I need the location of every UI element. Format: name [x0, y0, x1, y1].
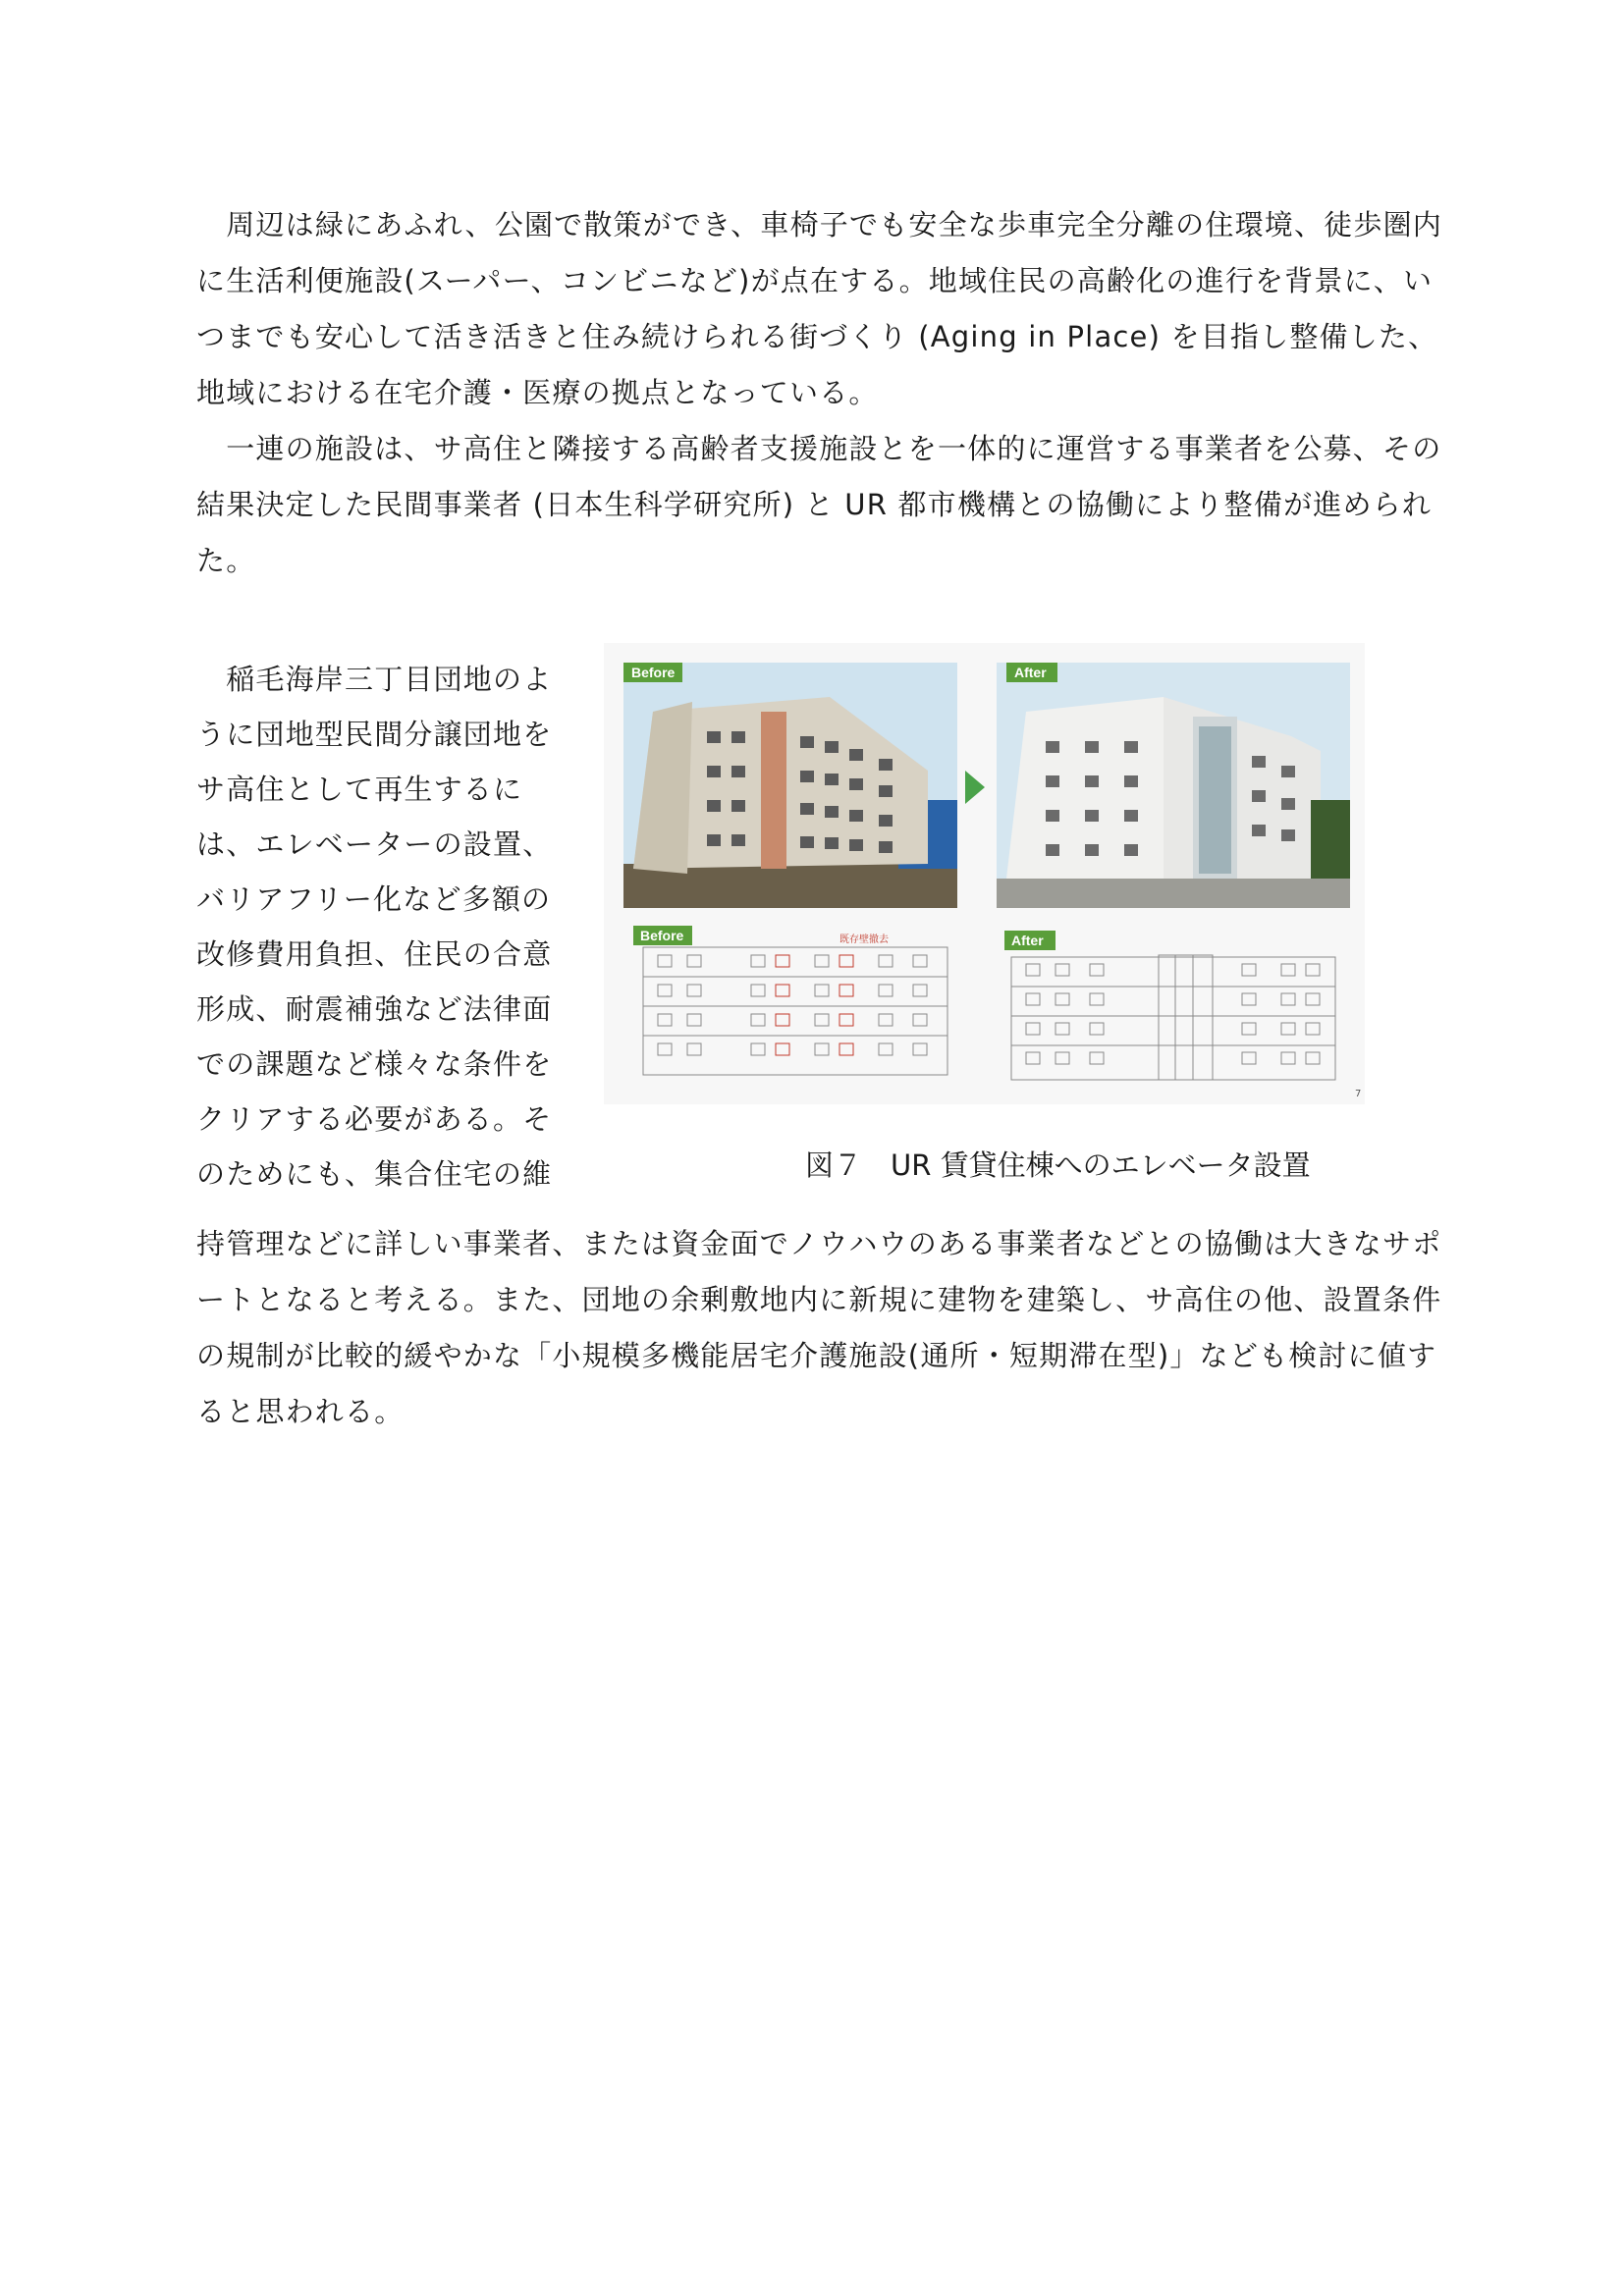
para3-line-6: 改修費用負担、住民の合意 — [196, 937, 553, 971]
para3-line-14: ると思われる。 — [196, 1395, 405, 1428]
para2-line-3: た。 — [196, 544, 256, 577]
para1-line-1: 周辺は緑にあふれ、公園で散策ができ、車椅子でも安全な歩車完全分離の住環境、徒歩圏内 — [196, 208, 1442, 241]
para3-line-9: クリアする必要がある。そ — [196, 1102, 553, 1136]
para3-line-1: 稲毛海岸三丁目団地のよ — [196, 663, 553, 696]
para2-line-2: 結果決定した民間事業者 (日本生科学研究所) と UR 都市機構との協働により整備が進められ — [196, 488, 1433, 521]
para3-line-13: の規制が比較的緩やかな「小規模多機能居宅介護施設(通所・短期滞在型)」なども検討に値す — [196, 1339, 1437, 1372]
para3-line-3: サ高住として再生するに — [196, 773, 523, 806]
para1-line-2: に生活利便施設(スーパー、コンビニなど)が点在する。地域住民の高齢化の進行を背景に、い — [196, 264, 1434, 297]
para2-line-1: 一連の施設は、サ高住と隣接する高齢者支援施設とを一体的に運営する事業者を公募、その — [196, 432, 1442, 465]
para1-line-3: つまでも安心して活き活きと住み続けられる街づくり (Aging in Place) を目指し整備した、 — [196, 320, 1438, 353]
figure-caption: 図７ UR 賃貸住棟へのエレベータ設置 — [805, 1148, 1311, 1182]
para3-line-4: は、エレベーターの設置、 — [196, 828, 553, 861]
before-badge-2-text: Before — [640, 928, 684, 943]
before-badge-text: Before — [631, 665, 676, 680]
para3-line-8: での課題など様々な条件を — [196, 1047, 553, 1081]
before-photo — [623, 663, 957, 908]
para1-line-4: 地域における在宅介護・医療の拠点となっている。 — [196, 376, 879, 409]
para3-line-12: ートとなると考える。また、団地の余剰敷地内に新規に建物を建築し、サ高住の他、設置条件 — [196, 1283, 1442, 1316]
after-photo — [997, 663, 1350, 908]
figure-before-after-elevator — [604, 643, 1365, 1104]
before-drawing-annotation: 既存壁撤去 — [839, 934, 889, 945]
after-badge-2-text: After — [1011, 933, 1044, 948]
para3-line-5: バリアフリー化など多額の — [196, 882, 552, 916]
para3-line-11: 持管理などに詳しい事業者、または資金面でノウハウのある事業者などとの協働は大きなサポ — [196, 1227, 1442, 1260]
para3-line-2: うに団地型民間分譲団地を — [196, 718, 553, 751]
after-badge-text: After — [1014, 665, 1047, 680]
para3-line-10: のためにも、集合住宅の維 — [196, 1157, 553, 1191]
page-mark: 7 — [1355, 1089, 1362, 1099]
para3-line-7: 形成、耐震補強など法律面 — [196, 992, 553, 1026]
